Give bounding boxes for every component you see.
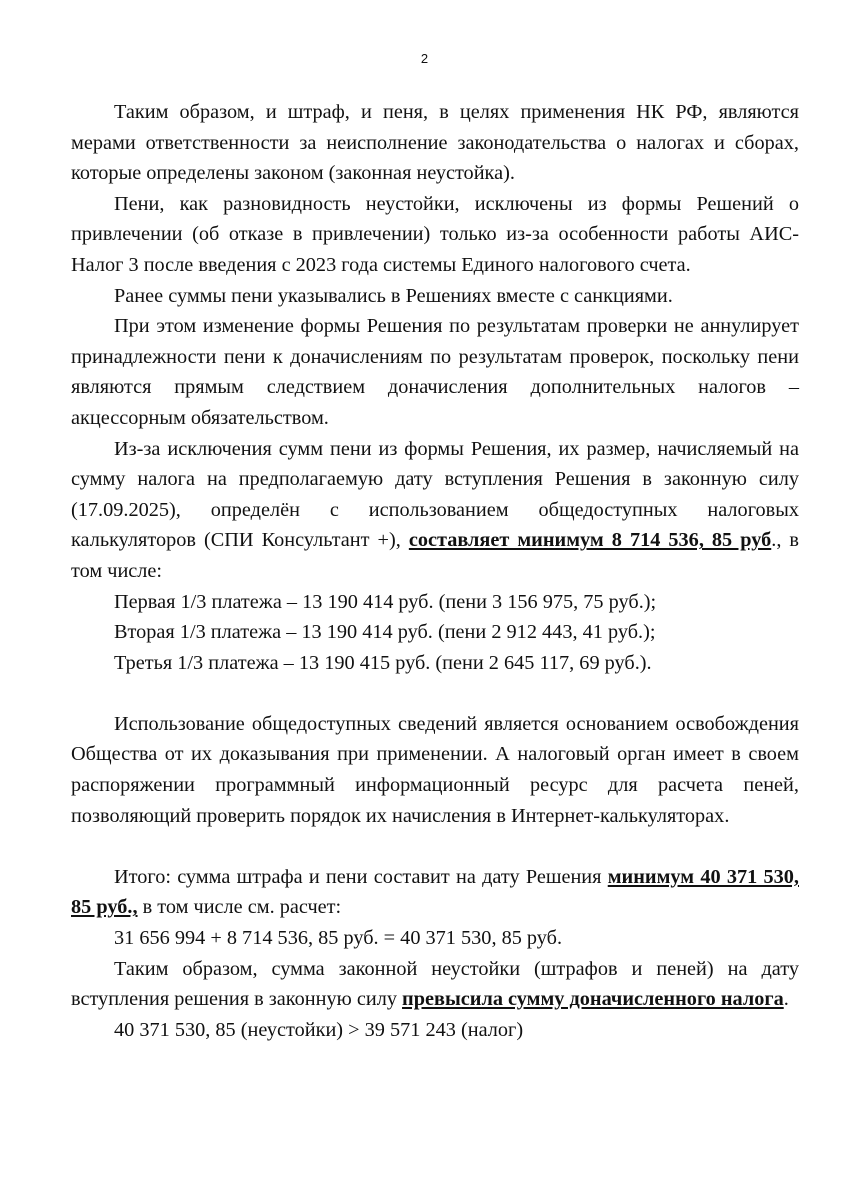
paragraph-earlier-practice: Ранее суммы пени указывались в Решениях вместе с санкциями. [114,284,673,307]
paragraph-conclusion [71,954,799,1015]
paragraph-penalty-exclusion: Пени, как разновидность неустойки, исключены из формы Решений о привлечении (об отказе в привлечении) только из-за особенности работы АИС-Налог 3 после введения с 2023 года системы Единого налогового счета. [71,192,799,276]
highlighted-total-amount: минимум 40 371 530, 85 руб., [71,865,799,919]
paragraph-text: Итого: сумма штрафа и пени составит на дату Решения [114,865,608,888]
highlighted-penalty-amount: составляет минимум 8 714 536, 85 руб [408,529,772,552]
paragraph-text: Таким образом, сумма законной неустойки (штрафов и пеней) на дату вступления решения в законную силу [71,957,799,1011]
paragraph-tail: в том числе см. расчет: [137,896,342,919]
paragraph-penalty-definition: Таким образом, и штраф, и пеня, в целях применения НК РФ, являются мерами ответственности за неисполнение законодательства о налогах и сборах, которые определены законом (законная неустойка). [71,101,799,185]
installment-line-2: Вторая 1/3 платежа – 13 190 414 руб. (пени 2 912 443, 41 руб.); [114,621,656,644]
paragraph-penalty-calculation [71,434,799,587]
calculation-line: 31 656 994 + 8 714 536, 85 руб. = 40 371 530, 85 руб. [114,927,563,950]
comparison-line: 40 371 530, 85 (неустойки) > 39 571 243 (налог) [114,1018,524,1041]
paragraph-total [71,862,799,923]
installment-line-1: Первая 1/3 платежа – 13 190 414 руб. (пени 3 156 975, 75 руб.); [114,590,657,613]
highlighted-conclusion: превысила сумму доначисленного налога [402,988,784,1011]
paragraph-tail: . [783,988,789,1011]
page-number: 2 [420,51,429,66]
paragraph-accessory-obligation: При этом изменение формы Решения по результатам проверки не аннулирует принадлежности пени к доначислениям по результатам проверок, поскольку пени являются прямым следствием доначисления дополнительных налогов – акцессорным обязательством. [71,315,799,429]
installment-line-3: Третья 1/3 платежа – 13 190 415 руб. (пени 2 645 117, 69 руб.). [114,651,652,674]
paragraph-tail: ., в том числе: [71,529,799,582]
paragraph-gap [71,678,799,709]
paragraph-public-information: Использование общедоступных сведений является основанием освобождения Общества от их доказывания при применении. А налоговый орган имеет в своем распоряжении программный информационный ресурс для расчета пеней, позволяющий проверить порядок их начисления в Интернет-калькуляторах. [71,712,799,827]
document-body [71,97,799,1045]
paragraph-gap [71,831,799,862]
paragraph-text: Из-за исключения сумм пени из формы Решения, их размер, начисляемый на сумму налога на предполагаемую дату вступления Решения в законную силу (17.09.2025), определён с использованием общедоступных налоговых калькуляторов (СПИ Консультант +), [71,437,799,552]
